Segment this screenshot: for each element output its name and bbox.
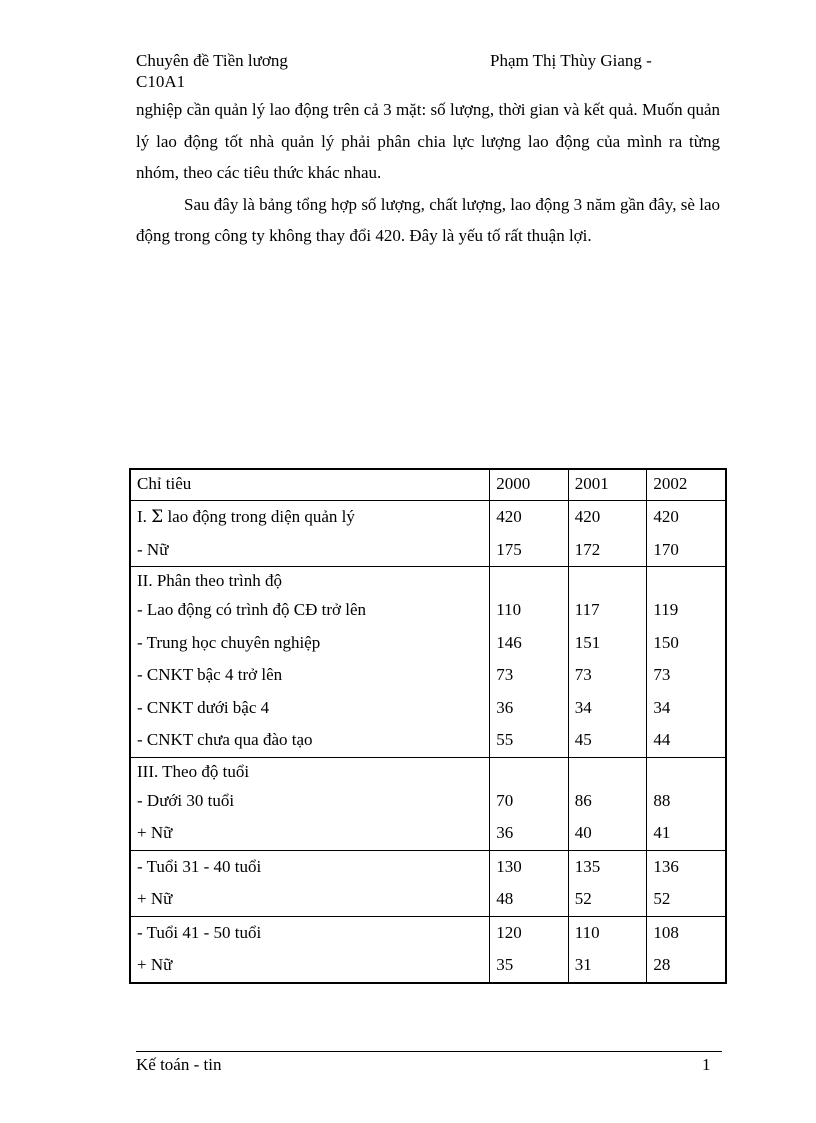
- group-age-2000: [490, 757, 569, 850]
- body-text: [136, 94, 720, 252]
- table-cell: 119: [653, 600, 679, 619]
- row-label: - Tuổi 41 - 50 tuổi: [137, 922, 262, 942]
- table-group-age: [130, 757, 726, 850]
- group-qualification-2000: [490, 567, 569, 758]
- table-cell: 110: [496, 600, 522, 619]
- table-cell: 41: [653, 823, 671, 842]
- table-cell: 130: [496, 856, 522, 876]
- table-cell: 170: [653, 539, 679, 559]
- table-cell: 108: [653, 922, 679, 942]
- header-topic: Chuyên đề Tiền lương: [136, 51, 288, 70]
- table-cell: 35: [496, 955, 514, 974]
- group-age-41-50-2002: [647, 916, 726, 983]
- group-age-2002: [647, 757, 726, 850]
- page-number: 1: [702, 1055, 711, 1074]
- table-cell: 420: [653, 507, 679, 526]
- header-cell-2002: 2002: [647, 469, 726, 501]
- table-cell: 34: [653, 697, 671, 717]
- table-cell: 45: [574, 730, 592, 749]
- table-cell: 172: [574, 539, 601, 559]
- group-age-labels: [130, 757, 490, 850]
- header-cell-2000: 2000: [490, 469, 569, 501]
- row-label: I. Σ lao động trong diện quản lý: [137, 507, 355, 527]
- row-label: + Nữ: [137, 823, 173, 842]
- table-cell: 117: [574, 600, 600, 619]
- row-label: - Dưới 30 tuổi: [137, 790, 235, 810]
- group-total-2002: [647, 501, 726, 567]
- table-group-total: [130, 501, 726, 567]
- table-group-age-41-50: [130, 916, 726, 983]
- table-header-row: [130, 469, 726, 501]
- group-total-2001: [568, 501, 647, 567]
- footer-divider: [136, 1051, 722, 1052]
- table-cell: 73: [653, 665, 671, 684]
- paragraph-2: Sau đây là bảng tổng hợp số lượng, chất lượng, lao động 3 năm gần đây, sè lao động trong công ty không thay đổi 420. Đây là yếu tố rất thuận lợi.: [136, 194, 720, 245]
- table-cell: 70: [496, 790, 514, 810]
- footer-department: Kế toán - tin: [136, 1055, 222, 1074]
- table-cell: 175: [496, 539, 522, 559]
- group-age-31-40-2001: [568, 850, 647, 916]
- group-title: II. Phân theo trình độ: [137, 571, 282, 590]
- row-label: - Nữ: [137, 539, 169, 559]
- group-title: III. Theo độ tuổi: [137, 761, 250, 781]
- table-cell: 40: [574, 823, 592, 842]
- group-age-31-40-2000: [490, 850, 569, 916]
- table-cell: 135: [574, 856, 601, 876]
- group-qualification-2001: [568, 567, 647, 758]
- table-cell: 36: [496, 697, 514, 717]
- row-label: - CNKT chưa qua đào tạo: [137, 730, 313, 749]
- table-cell: 31: [574, 955, 592, 974]
- row-label: - Tuổi 31 - 40 tuổi: [137, 856, 262, 876]
- table-cell: 34: [574, 697, 592, 717]
- group-qualification-labels: [130, 567, 490, 758]
- header-author: Phạm Thị Thùy Giang -: [490, 51, 652, 70]
- table-cell: 136: [653, 856, 679, 876]
- header-cell-indicator: Chỉ tiêu: [130, 469, 490, 501]
- header-left: [136, 50, 288, 92]
- group-age-41-50-labels: [130, 916, 490, 983]
- group-total-labels: [130, 501, 490, 567]
- group-age-31-40-2002: [647, 850, 726, 916]
- table-cell: 420: [496, 507, 522, 526]
- group-age-41-50-2000: [490, 916, 569, 983]
- row-label: - CNKT dưới bậc 4: [137, 697, 270, 717]
- table-cell: 36: [496, 823, 514, 842]
- table-cell: 52: [653, 889, 671, 908]
- table-cell: 110: [574, 922, 600, 942]
- table-group-qualification: [130, 567, 726, 758]
- header-cell-2001: 2001: [568, 469, 647, 501]
- table-cell: 146: [496, 632, 522, 652]
- table-cell: 52: [574, 889, 592, 908]
- group-age-2001: [568, 757, 647, 850]
- table-cell: 73: [574, 665, 592, 684]
- row-label: - Trung học chuyên nghiệp: [137, 632, 321, 652]
- table-cell: 151: [574, 632, 601, 652]
- table-cell: 73: [496, 665, 514, 684]
- group-qualification-2002: [647, 567, 726, 758]
- table-cell: 86: [574, 790, 592, 810]
- sigma-symbol: Σ: [151, 507, 164, 527]
- table-cell: 150: [653, 632, 679, 652]
- group-age-31-40-labels: [130, 850, 490, 916]
- table-cell: 28: [653, 955, 671, 974]
- group-total-2000: [490, 501, 569, 567]
- row-label: - CNKT bậc 4 trở lên: [137, 665, 283, 684]
- table-cell: 120: [496, 922, 522, 942]
- table-cell: 88: [653, 790, 671, 810]
- labor-statistics-table: [129, 468, 727, 984]
- table-cell: 420: [574, 507, 601, 526]
- header-class: C10A1: [136, 72, 186, 91]
- row-label: - Lao động có trình độ CĐ trở lên: [137, 600, 367, 619]
- table-group-age-31-40: [130, 850, 726, 916]
- table-cell: 55: [496, 730, 514, 749]
- table-cell: 44: [653, 730, 671, 749]
- row-label: + Nữ: [137, 955, 173, 974]
- paragraph-1: nghiệp cần quản lý lao động trên cả 3 mặt: số lượng, thời gian và kết quả. Muốn quản lý lao động tốt nhà quản lý phải phân chia lực lượng lao động của mình ra từng nhóm, theo các tiêu thức khác nhau.: [136, 100, 720, 182]
- row-label: + Nữ: [137, 889, 173, 908]
- table-cell: 48: [496, 889, 514, 908]
- group-age-41-50-2001: [568, 916, 647, 983]
